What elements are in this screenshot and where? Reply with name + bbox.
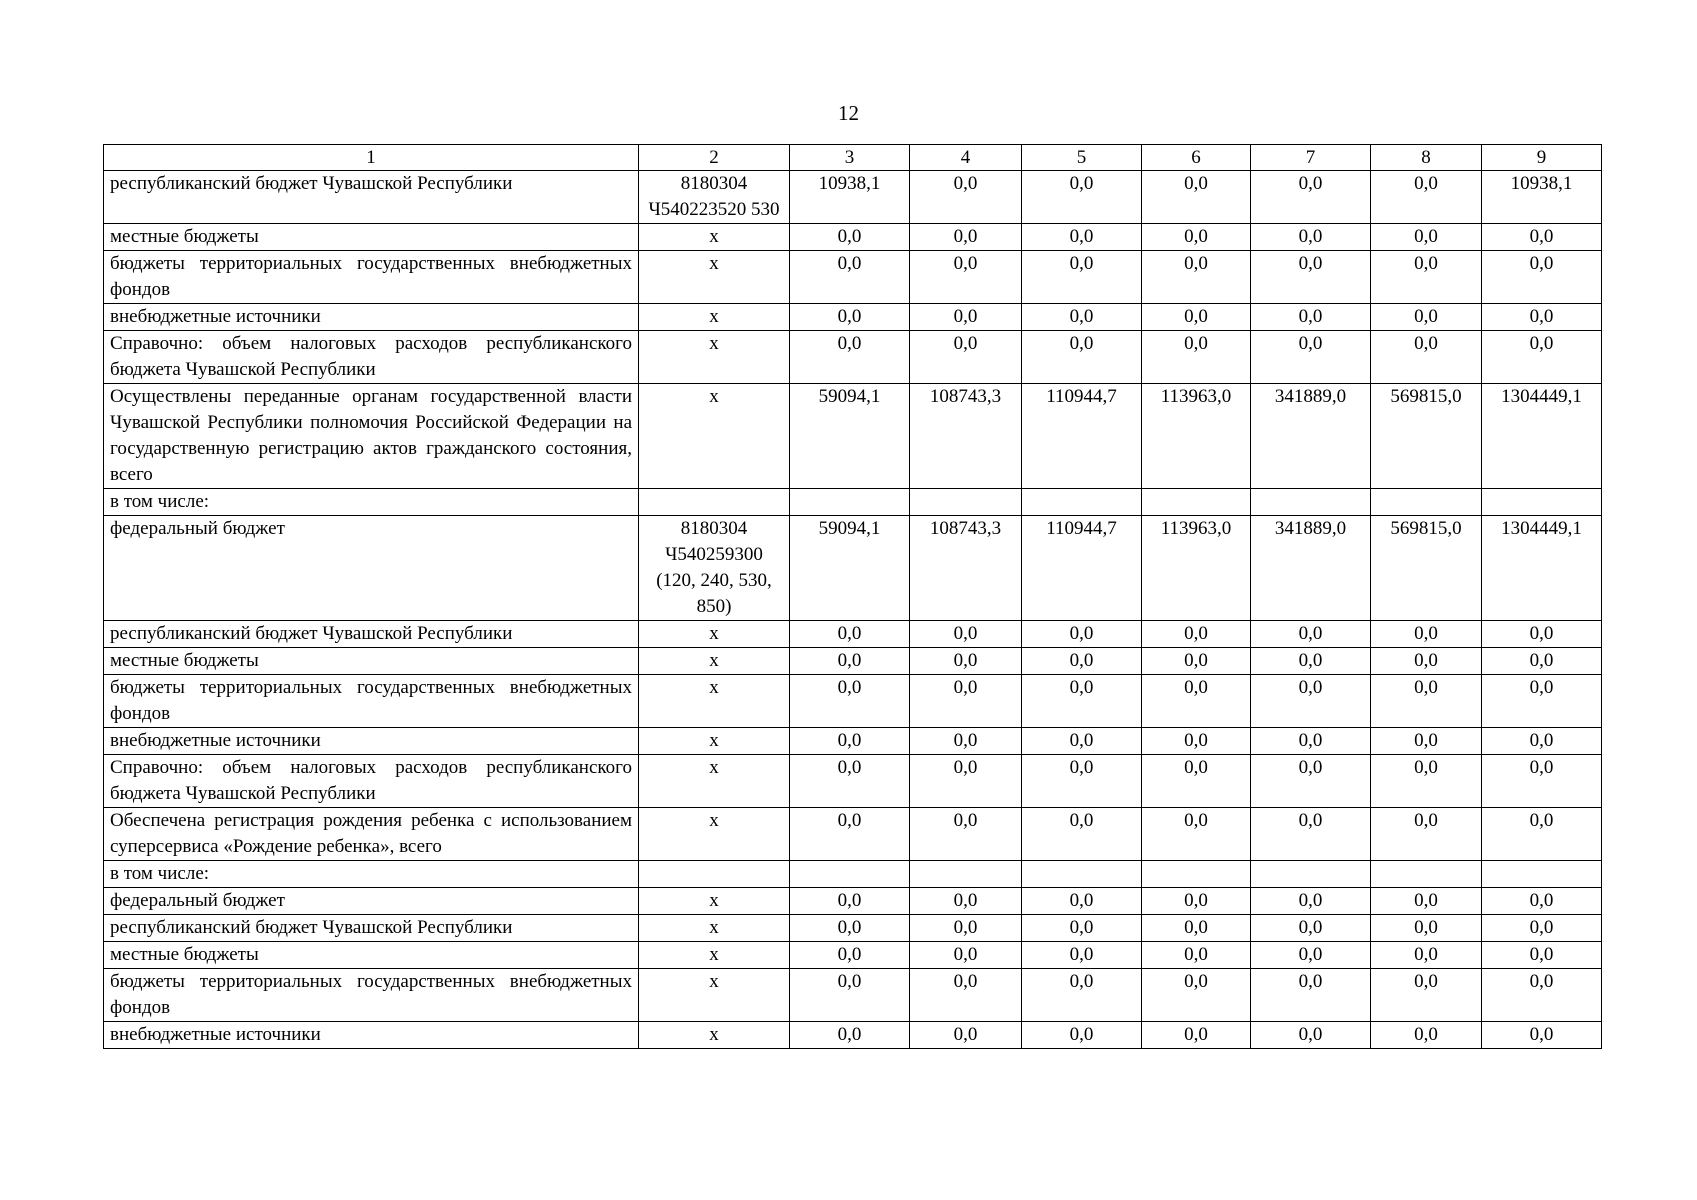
value-cell: 0,0	[1022, 171, 1142, 224]
value-cell: 0,0	[1371, 755, 1482, 808]
value-cell: 0,0	[1482, 675, 1602, 728]
budget-code: х	[639, 915, 790, 942]
table-row	[104, 516, 1602, 621]
row-label: местные бюджеты	[104, 648, 639, 675]
value-cell: 0,0	[1142, 1022, 1251, 1049]
value-cell: 0,0	[1371, 648, 1482, 675]
table-row	[104, 489, 1602, 516]
value-cell: 0,0	[1251, 942, 1371, 969]
value-cell: 0,0	[790, 224, 910, 251]
value-cell: 0,0	[910, 251, 1022, 304]
value-cell: 0,0	[790, 304, 910, 331]
value-cell: 0,0	[1482, 728, 1602, 755]
value-cell	[910, 489, 1022, 516]
table-row	[104, 675, 1602, 728]
budget-code: х	[639, 755, 790, 808]
table-row	[104, 915, 1602, 942]
value-cell: 0,0	[1371, 728, 1482, 755]
table-row	[104, 171, 1602, 224]
row-label: местные бюджеты	[104, 224, 639, 251]
value-cell: 0,0	[910, 808, 1022, 861]
budget-code: х	[639, 621, 790, 648]
value-cell: 0,0	[790, 648, 910, 675]
table-body	[104, 145, 1602, 1049]
value-cell: 0,0	[910, 648, 1022, 675]
value-cell: 0,0	[790, 808, 910, 861]
value-cell: 59094,1	[790, 384, 910, 489]
budget-code: х	[639, 728, 790, 755]
page-number: 12	[838, 101, 859, 125]
row-label: Обеспечена регистрация рождения ребенка с использованием суперсервиса «Рождение ребенка», всего	[104, 808, 639, 861]
value-cell: 0,0	[1482, 755, 1602, 808]
value-cell: 0,0	[1482, 942, 1602, 969]
budget-code: х	[639, 1022, 790, 1049]
table-row	[104, 942, 1602, 969]
value-cell: 0,0	[1022, 1022, 1142, 1049]
row-label: бюджеты территориальных государственных внебюджетных фондов	[104, 251, 639, 304]
value-cell: 569815,0	[1371, 384, 1482, 489]
value-cell: 0,0	[1142, 888, 1251, 915]
value-cell: 0,0	[1142, 755, 1251, 808]
value-cell: 110944,7	[1022, 516, 1142, 621]
table-row	[104, 251, 1602, 304]
value-cell: 0,0	[910, 675, 1022, 728]
value-cell: 110944,7	[1022, 384, 1142, 489]
row-label: федеральный бюджет	[104, 888, 639, 915]
row-label: республиканский бюджет Чувашской Республики	[104, 621, 639, 648]
value-cell: 0,0	[1251, 808, 1371, 861]
table-row	[104, 1022, 1602, 1049]
row-label: внебюджетные источники	[104, 728, 639, 755]
value-cell: 0,0	[1251, 969, 1371, 1022]
value-cell: 0,0	[1022, 224, 1142, 251]
budget-table	[103, 144, 1602, 1049]
value-cell: 0,0	[1482, 969, 1602, 1022]
table-row	[104, 621, 1602, 648]
value-cell: 0,0	[910, 331, 1022, 384]
value-cell: 0,0	[790, 675, 910, 728]
value-cell: 0,0	[1022, 675, 1142, 728]
value-cell: 0,0	[1482, 621, 1602, 648]
column-header: 7	[1251, 145, 1371, 171]
value-cell: 0,0	[1142, 808, 1251, 861]
budget-code: х	[639, 648, 790, 675]
value-cell: 0,0	[1482, 224, 1602, 251]
value-cell: 0,0	[1142, 331, 1251, 384]
column-header: 4	[910, 145, 1022, 171]
value-cell: 0,0	[1022, 969, 1142, 1022]
value-cell	[790, 489, 910, 516]
value-cell: 113963,0	[1142, 516, 1251, 621]
value-cell: 0,0	[1142, 224, 1251, 251]
value-cell: 10938,1	[790, 171, 910, 224]
value-cell: 0,0	[1371, 1022, 1482, 1049]
value-cell: 0,0	[1251, 648, 1371, 675]
value-cell: 0,0	[1251, 224, 1371, 251]
value-cell: 341889,0	[1251, 384, 1371, 489]
value-cell: 0,0	[910, 728, 1022, 755]
value-cell: 0,0	[1371, 171, 1482, 224]
value-cell: 0,0	[1251, 304, 1371, 331]
value-cell	[1371, 489, 1482, 516]
value-cell: 0,0	[910, 969, 1022, 1022]
value-cell: 0,0	[1251, 171, 1371, 224]
value-cell: 0,0	[790, 942, 910, 969]
value-cell: 0,0	[910, 171, 1022, 224]
budget-code: х	[639, 808, 790, 861]
value-cell: 0,0	[1022, 808, 1142, 861]
value-cell: 0,0	[1142, 621, 1251, 648]
value-cell: 0,0	[910, 224, 1022, 251]
value-cell: 569815,0	[1371, 516, 1482, 621]
value-cell: 0,0	[1371, 888, 1482, 915]
column-header: 9	[1482, 145, 1602, 171]
row-label: внебюджетные источники	[104, 304, 639, 331]
value-cell: 0,0	[1022, 755, 1142, 808]
value-cell: 0,0	[1142, 915, 1251, 942]
budget-code: х	[639, 304, 790, 331]
value-cell: 0,0	[790, 915, 910, 942]
column-header: 3	[790, 145, 910, 171]
value-cell: 0,0	[1022, 648, 1142, 675]
value-cell: 0,0	[1142, 728, 1251, 755]
value-cell: 0,0	[1371, 251, 1482, 304]
table-row	[104, 224, 1602, 251]
row-label: местные бюджеты	[104, 942, 639, 969]
header-row	[104, 145, 1602, 171]
value-cell: 0,0	[1022, 728, 1142, 755]
value-cell: 113963,0	[1142, 384, 1251, 489]
value-cell: 0,0	[790, 621, 910, 648]
value-cell: 0,0	[1482, 648, 1602, 675]
column-header: 5	[1022, 145, 1142, 171]
budget-code	[639, 489, 790, 516]
value-cell: 108743,3	[910, 384, 1022, 489]
table-row	[104, 648, 1602, 675]
table-row	[104, 969, 1602, 1022]
value-cell	[1251, 861, 1371, 888]
value-cell: 0,0	[790, 251, 910, 304]
column-header: 6	[1142, 145, 1251, 171]
value-cell: 0,0	[1371, 915, 1482, 942]
value-cell: 0,0	[790, 331, 910, 384]
value-cell: 0,0	[1251, 675, 1371, 728]
value-cell: 0,0	[1482, 915, 1602, 942]
value-cell: 0,0	[790, 755, 910, 808]
value-cell	[790, 861, 910, 888]
value-cell: 0,0	[1022, 942, 1142, 969]
value-cell: 0,0	[910, 755, 1022, 808]
value-cell	[1371, 861, 1482, 888]
budget-code: 8180304 Ч540223520 530	[639, 171, 790, 224]
value-cell: 0,0	[1371, 621, 1482, 648]
table-row	[104, 304, 1602, 331]
value-cell: 0,0	[1482, 304, 1602, 331]
value-cell: 0,0	[910, 942, 1022, 969]
value-cell: 0,0	[1482, 808, 1602, 861]
budget-code: х	[639, 942, 790, 969]
value-cell: 0,0	[1371, 224, 1482, 251]
value-cell: 0,0	[1482, 1022, 1602, 1049]
value-cell: 0,0	[1251, 251, 1371, 304]
value-cell: 0,0	[1251, 728, 1371, 755]
value-cell	[910, 861, 1022, 888]
value-cell: 1304449,1	[1482, 384, 1602, 489]
budget-code: х	[639, 331, 790, 384]
row-label: Осуществлены переданные органам государственной власти Чувашской Республики полномочия Российской Федерации на государственную регистрацию актов гражданского состояния, всего	[104, 384, 639, 489]
table-row	[104, 888, 1602, 915]
table-row	[104, 384, 1602, 489]
value-cell	[1142, 489, 1251, 516]
value-cell: 0,0	[910, 915, 1022, 942]
value-cell: 0,0	[1482, 331, 1602, 384]
table-row	[104, 861, 1602, 888]
column-header: 2	[639, 145, 790, 171]
table-row	[104, 331, 1602, 384]
value-cell: 0,0	[1022, 331, 1142, 384]
value-cell	[1251, 489, 1371, 516]
value-cell: 0,0	[1251, 1022, 1371, 1049]
row-label: Справочно: объем налоговых расходов республиканского бюджета Чувашской Республики	[104, 755, 639, 808]
value-cell: 0,0	[1482, 888, 1602, 915]
value-cell: 0,0	[790, 1022, 910, 1049]
value-cell: 0,0	[1251, 888, 1371, 915]
value-cell: 0,0	[790, 888, 910, 915]
budget-code: х	[639, 888, 790, 915]
row-label: федеральный бюджет	[104, 516, 639, 621]
value-cell: 10938,1	[1482, 171, 1602, 224]
row-label: республиканский бюджет Чувашской Республики	[104, 171, 639, 224]
row-label: республиканский бюджет Чувашской Республики	[104, 915, 639, 942]
budget-code: х	[639, 675, 790, 728]
table-row	[104, 728, 1602, 755]
value-cell: 0,0	[1371, 331, 1482, 384]
value-cell	[1482, 861, 1602, 888]
row-label: внебюджетные источники	[104, 1022, 639, 1049]
value-cell: 0,0	[1142, 675, 1251, 728]
value-cell	[1142, 861, 1251, 888]
value-cell: 0,0	[1022, 251, 1142, 304]
value-cell: 0,0	[790, 728, 910, 755]
budget-code: 8180304 Ч540259300 (120, 240, 530, 850)	[639, 516, 790, 621]
value-cell: 0,0	[1022, 915, 1142, 942]
value-cell	[1022, 861, 1142, 888]
row-label: бюджеты территориальных государственных внебюджетных фондов	[104, 675, 639, 728]
value-cell: 0,0	[1371, 304, 1482, 331]
value-cell: 59094,1	[790, 516, 910, 621]
row-label: в том числе:	[104, 489, 639, 516]
value-cell: 0,0	[1251, 915, 1371, 942]
value-cell	[1022, 489, 1142, 516]
row-label: бюджеты территориальных государственных внебюджетных фондов	[104, 969, 639, 1022]
value-cell: 0,0	[1142, 251, 1251, 304]
row-label: в том числе:	[104, 861, 639, 888]
value-cell: 0,0	[1022, 621, 1142, 648]
budget-code	[639, 861, 790, 888]
value-cell: 0,0	[1371, 942, 1482, 969]
value-cell: 0,0	[790, 969, 910, 1022]
value-cell: 1304449,1	[1482, 516, 1602, 621]
value-cell: 0,0	[910, 304, 1022, 331]
table-row	[104, 808, 1602, 861]
value-cell: 0,0	[1142, 969, 1251, 1022]
value-cell: 0,0	[1142, 648, 1251, 675]
budget-code: х	[639, 384, 790, 489]
table-row	[104, 755, 1602, 808]
value-cell: 0,0	[1371, 969, 1482, 1022]
budget-code: х	[639, 251, 790, 304]
value-cell: 341889,0	[1251, 516, 1371, 621]
value-cell: 0,0	[1251, 621, 1371, 648]
value-cell: 0,0	[1022, 304, 1142, 331]
value-cell	[1482, 489, 1602, 516]
value-cell: 0,0	[1251, 331, 1371, 384]
value-cell: 108743,3	[910, 516, 1022, 621]
value-cell: 0,0	[1022, 888, 1142, 915]
value-cell: 0,0	[1142, 304, 1251, 331]
value-cell: 0,0	[1371, 675, 1482, 728]
column-header: 1	[104, 145, 639, 171]
value-cell: 0,0	[910, 888, 1022, 915]
column-header: 8	[1371, 145, 1482, 171]
value-cell: 0,0	[910, 1022, 1022, 1049]
value-cell: 0,0	[1482, 251, 1602, 304]
value-cell: 0,0	[1142, 942, 1251, 969]
row-label: Справочно: объем налоговых расходов республиканского бюджета Чувашской Республики	[104, 331, 639, 384]
value-cell: 0,0	[910, 621, 1022, 648]
value-cell: 0,0	[1371, 808, 1482, 861]
value-cell: 0,0	[1251, 755, 1371, 808]
budget-code: х	[639, 224, 790, 251]
budget-code: х	[639, 969, 790, 1022]
value-cell: 0,0	[1142, 171, 1251, 224]
